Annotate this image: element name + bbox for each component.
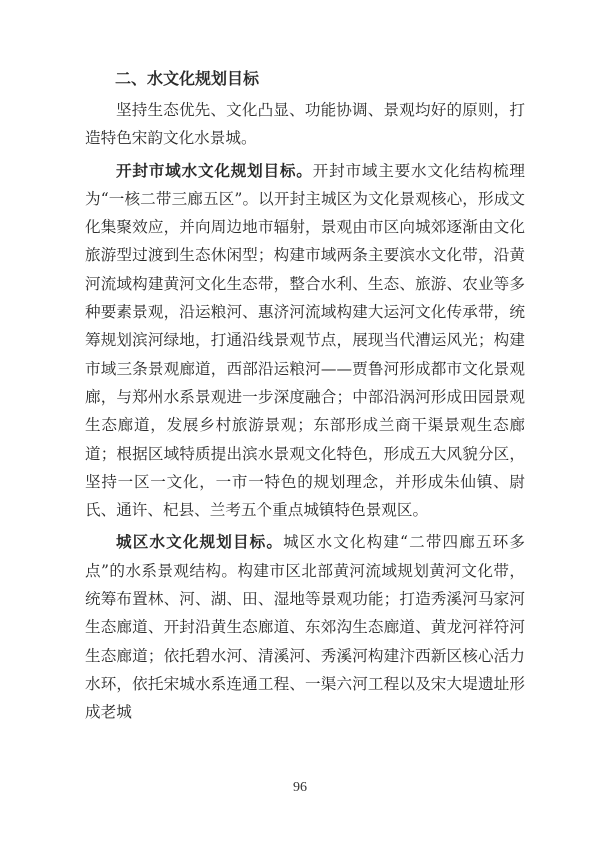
document-page	[85, 62, 525, 731]
paragraph-text: 开封市域主要水文化结构梳理为“一核二带三廊五区”。以开封主城区为文化景观核心，形成文化集聚效应，并向周边地市辐射，景观由市区向城郊逐渐由文化旅游型过渡到生态休闲型；构建市域两条主要滨水文化带，沿黄河流域构建黄河文化生态带，整合水利、生态、旅游、农业等多种要素景观，沿运粮河、惠济河流域构建大运河文化传承带，统筹规划滨河绿地，打通沿线景观节点，展现当代漕运风光；构建市域三条景观廊道，西部沿运粮河——贾鲁河形成都市文化景观廊，与郑州水系景观进一步深度融合；中部沿涡河形成田园景观生态廊道，发展乡村旅游景观；东部形成兰商干渠景观生态廊道；根据区域特质提出滨水景观文化特色，形成五大风貌分区，坚持一区一文化，一市一特色的规划理念，并形成朱仙镇、尉氏、通许、杞县、兰考五个重点城镇特色景观区。	[85, 161, 525, 520]
paragraph-text: 城区水文化构建“二带四廊五环多点”的水系景观结构。构建市区北部黄河流域规划黄河文化带，统筹布置林、河、湖、田、湿地等景观功能；打造秀溪河马家河生态廊道、开封沿黄生态廊道、东郊沟生态廊道、黄龙河祥符河生态廊道；依托碧水河、清溪河、秀溪河构建汴西新区核心活力水环，依托宋城水系连通工程、一渠六河工程以及宋大堤遗址形成老城	[85, 533, 525, 722]
section-heading: 二、水文化规划目标	[115, 69, 260, 88]
paragraph-city-goal	[85, 157, 525, 525]
paragraph-lead: 开封市域水文化规划目标。	[116, 161, 313, 180]
page-number: 96	[293, 780, 307, 795]
paragraph-principle	[85, 96, 525, 153]
paragraph-text: 坚持生态优先、文化凸显、功能协调、景观均好的原则，打造特色宋韵文化水景城。	[85, 101, 525, 148]
paragraph-urban-goal	[85, 528, 525, 726]
paragraph-lead: 城区水文化规划目标。	[116, 533, 284, 552]
